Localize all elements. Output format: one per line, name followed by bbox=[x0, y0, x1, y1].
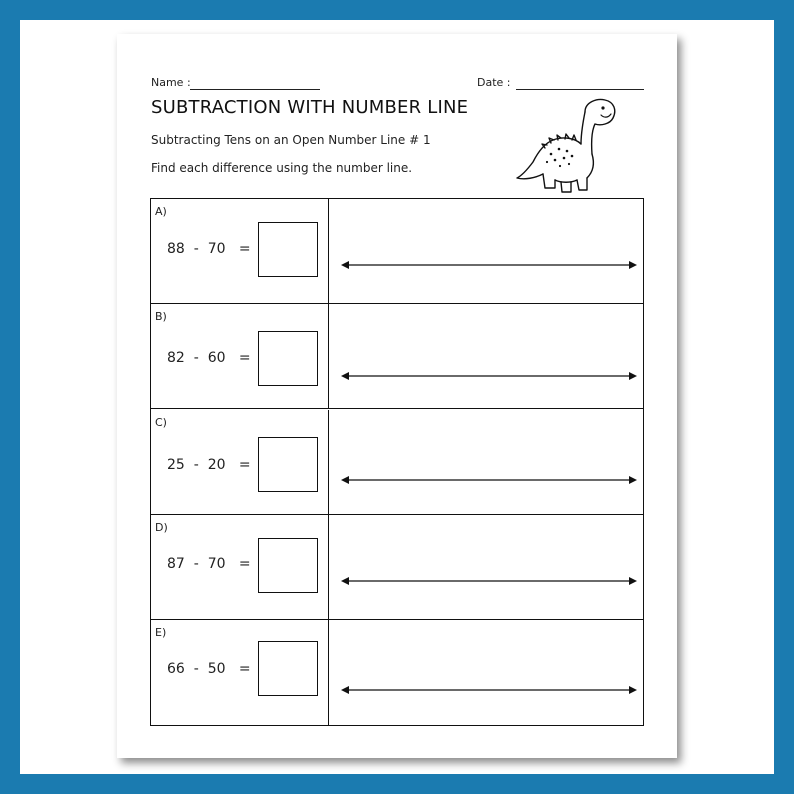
equals-sign: = bbox=[238, 457, 251, 473]
problem-letter: C) bbox=[155, 416, 167, 429]
instructions: Find each difference using the number line. bbox=[151, 161, 413, 175]
equation bbox=[167, 556, 251, 572]
answer-box[interactable] bbox=[258, 538, 318, 593]
number-line[interactable] bbox=[341, 370, 637, 382]
equals-sign: = bbox=[238, 661, 251, 677]
equals-sign: = bbox=[238, 556, 251, 572]
subtrahend: 60 bbox=[207, 350, 226, 366]
page-subtitle: Subtracting Tens on an Open Number Line # 1 bbox=[151, 133, 431, 147]
problem-letter: B) bbox=[155, 310, 167, 323]
column-divider bbox=[328, 620, 329, 725]
minuend: 87 bbox=[167, 556, 185, 572]
problem-grid bbox=[150, 198, 644, 726]
minuend: 66 bbox=[167, 661, 185, 677]
name-label: Name : bbox=[151, 76, 191, 89]
problem-row-d bbox=[151, 515, 643, 620]
equation bbox=[167, 457, 251, 473]
column-divider bbox=[328, 304, 329, 408]
minuend: 88 bbox=[167, 241, 185, 257]
page-title: SUBTRACTION WITH NUMBER LINE bbox=[151, 97, 469, 118]
minus-sign: - bbox=[193, 350, 199, 366]
answer-box[interactable] bbox=[258, 437, 318, 492]
subtrahend: 20 bbox=[207, 457, 226, 473]
equals-sign: = bbox=[238, 350, 251, 366]
column-divider bbox=[328, 410, 329, 514]
equation bbox=[167, 241, 251, 257]
equals-sign: = bbox=[238, 241, 251, 257]
minuend: 25 bbox=[167, 457, 185, 473]
equation bbox=[167, 661, 251, 677]
number-line[interactable] bbox=[341, 474, 637, 486]
name-field[interactable] bbox=[190, 89, 320, 90]
problem-letter: A) bbox=[155, 205, 167, 218]
problem-row-a bbox=[151, 199, 643, 304]
minus-sign: - bbox=[193, 556, 199, 572]
subtrahend: 70 bbox=[207, 556, 226, 572]
answer-box[interactable] bbox=[258, 331, 318, 386]
minus-sign: - bbox=[193, 661, 199, 677]
subtrahend: 70 bbox=[207, 241, 226, 257]
problem-letter: D) bbox=[155, 521, 168, 534]
column-divider bbox=[328, 199, 329, 303]
number-line[interactable] bbox=[341, 575, 637, 587]
minus-sign: - bbox=[193, 241, 199, 257]
dinosaur-icon bbox=[515, 96, 620, 196]
problem-row-c bbox=[151, 410, 643, 515]
problem-row-e bbox=[151, 620, 643, 725]
number-line[interactable] bbox=[341, 259, 637, 271]
date-field[interactable] bbox=[516, 89, 644, 90]
problem-letter: E) bbox=[155, 626, 167, 639]
problem-row-b bbox=[151, 304, 643, 409]
date-label: Date : bbox=[477, 76, 511, 89]
answer-box[interactable] bbox=[258, 222, 318, 277]
equation bbox=[167, 350, 251, 366]
number-line[interactable] bbox=[341, 684, 637, 696]
minuend: 82 bbox=[167, 350, 185, 366]
column-divider bbox=[328, 515, 329, 619]
subtrahend: 50 bbox=[207, 661, 226, 677]
answer-box[interactable] bbox=[258, 641, 318, 696]
minus-sign: - bbox=[193, 457, 199, 473]
